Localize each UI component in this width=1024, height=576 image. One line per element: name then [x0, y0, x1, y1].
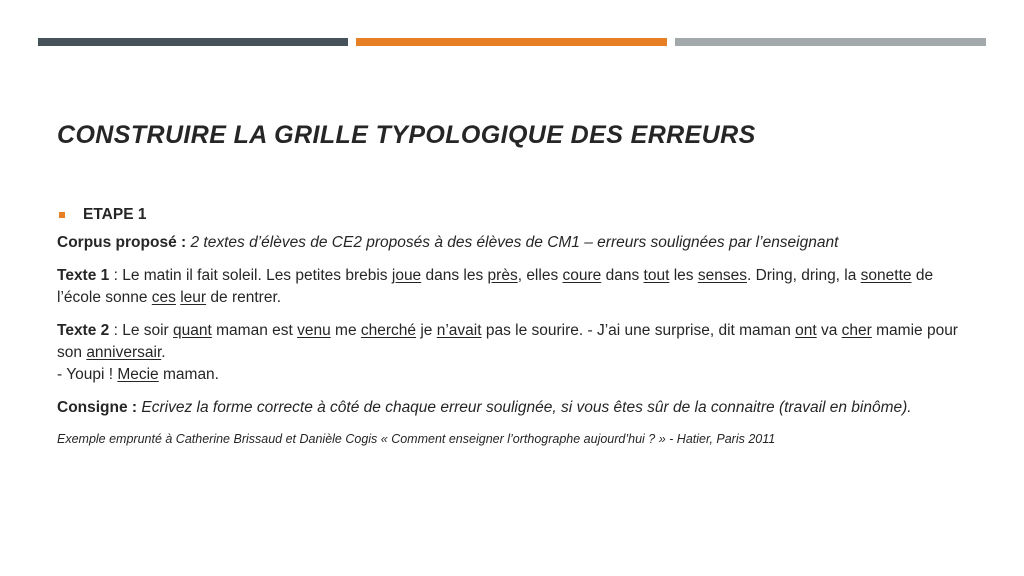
square-bullet-icon — [59, 212, 65, 218]
texte1-error: près — [487, 267, 518, 284]
texte2-segment: . — [161, 344, 166, 361]
texte2-segment: va — [816, 322, 842, 339]
slide-title: CONSTRUIRE LA GRILLE TYPOLOGIQUE DES ERREURS — [57, 121, 756, 149]
texte2-error: cherché — [360, 322, 417, 339]
slide-body — [57, 204, 977, 461]
consigne-paragraph — [57, 397, 977, 419]
texte1-segment: dans les — [421, 267, 488, 284]
texte1-segment: , elles — [517, 267, 563, 284]
corpus-paragraph — [57, 232, 977, 254]
texte1-segment: . Dring, dring, la — [746, 267, 861, 284]
header-color-bars — [38, 38, 986, 46]
header-bar-orange — [356, 38, 667, 46]
texte1-error: tout — [643, 267, 670, 284]
texte2-paragraph — [57, 320, 977, 386]
texte2-error: n’avait — [436, 322, 482, 339]
consigne-text: Ecrivez la forme correcte à côté de chaque erreur soulignée, si vous êtes sûr de la connaitre (travail en binôme). — [137, 399, 912, 416]
texte1-segment: : Le matin il fait soleil. Les petites brebis — [109, 267, 392, 284]
texte2-label: Texte 2 — [57, 322, 110, 339]
texte1-segment: de rentrer. — [206, 289, 282, 306]
texte2-segment: mamie pour son — [57, 322, 958, 361]
texte2-segment: me — [330, 322, 361, 339]
texte1-error: coure — [562, 267, 602, 284]
texte2-error: ont — [795, 322, 817, 339]
texte1-segment: dans — [601, 267, 644, 284]
texte2-error: quant — [173, 322, 212, 339]
texte2-segment: maman. — [158, 366, 219, 383]
texte1-error: senses — [697, 267, 747, 284]
texte1-paragraph — [57, 265, 977, 309]
texte2-segment: maman est — [211, 322, 298, 339]
texte1-error: leur — [180, 289, 207, 306]
texte2-segment: - Youpi ! — [57, 366, 118, 383]
texte2-error: anniversair — [86, 344, 162, 361]
texte2-error: cher — [841, 322, 872, 339]
texte2-error: venu — [297, 322, 331, 339]
texte2-error: Mecie — [117, 366, 159, 383]
corpus-text: 2 textes d’élèves de CE2 proposés à des élèves de CM1 – erreurs soulignées par l’enseignant — [186, 234, 839, 251]
header-bar-dark — [38, 38, 348, 46]
texte1-error: ces — [151, 289, 176, 306]
texte1-error: joue — [391, 267, 422, 284]
texte1-segment: de l’école sonne — [57, 267, 934, 306]
corpus-label: Corpus proposé : — [57, 234, 187, 251]
texte1-error: sonette — [860, 267, 912, 284]
consigne-label: Consigne : — [57, 399, 138, 416]
header-bar-gray — [675, 38, 986, 46]
texte1-label: Texte 1 — [57, 267, 110, 284]
etape-bullet-item — [57, 204, 977, 226]
texte2-segment: je — [416, 322, 437, 339]
etape-label: ETAPE 1 — [83, 206, 147, 223]
source-citation: Exemple emprunté à Catherine Brissaud et Danièle Cogis « Comment enseigner l’orthographe aujourd’hui ? » - Hatier, Paris 2011 — [57, 432, 776, 446]
texte1-segment: les — [669, 267, 698, 284]
texte2-segment: pas le sourire. - J’ai une surprise, dit maman — [481, 322, 796, 339]
texte2-segment: : Le soir — [109, 322, 174, 339]
